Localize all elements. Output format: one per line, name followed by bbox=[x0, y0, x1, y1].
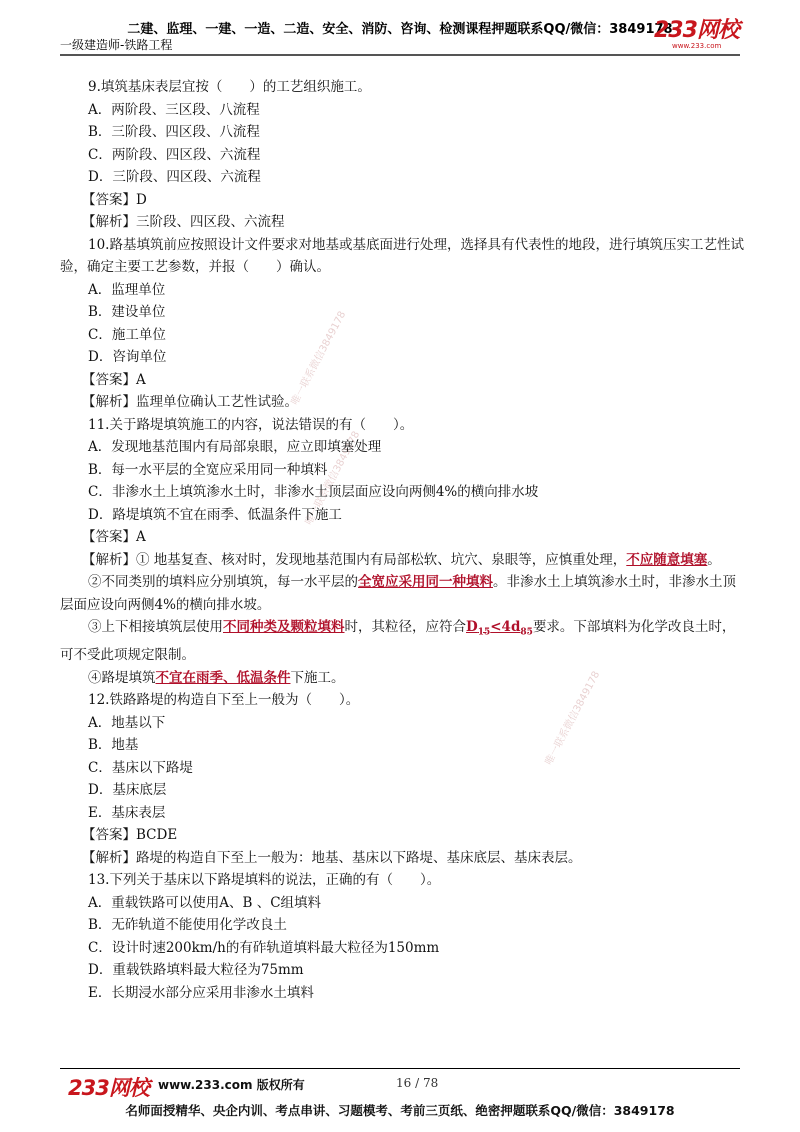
highlight-text: 不宜在雨季、低温条件 bbox=[155, 669, 291, 686]
footer-logo: 233网校 bbox=[68, 1076, 149, 1100]
analysis-point-1 bbox=[60, 549, 744, 572]
option-d: D．咨询单位 bbox=[88, 349, 167, 365]
option-d: D．三阶段、四区段、六流程 bbox=[88, 169, 261, 185]
analysis-text: 。 bbox=[707, 551, 721, 568]
option-b: B．地基 bbox=[88, 737, 139, 754]
option-a: A．重载铁路可以使用A、B 、C组填料 bbox=[88, 894, 322, 911]
highlight-text: 全宽应采用同一种填料 bbox=[358, 574, 493, 590]
analysis-text: 下施工。 bbox=[290, 669, 345, 686]
option-d: D．路堤填筑不宜在雨季、低温条件下施工 bbox=[88, 506, 342, 523]
option-d: D．重载铁路填料最大粒径为75mm bbox=[88, 962, 304, 979]
option-b: B．无砟轨道不能使用化学改良土 bbox=[88, 917, 287, 934]
analysis-text: 【解析】① 地基复查、核对时，发现地基范围内有局部松软、坑穴、泉眼等，应慎重处理， bbox=[82, 551, 627, 568]
formula-part: <4d bbox=[490, 619, 521, 635]
option-c: C．施工单位 bbox=[88, 326, 166, 343]
question-stem: 11.关于路堤填筑施工的内容，说法错误的有（ ）。 bbox=[88, 416, 414, 433]
footer-contact-line: 名师面授精华、央企内训、考点串讲、习题模考、考前三页纸、绝密押题联系QQ/微信：3849178 bbox=[125, 1103, 675, 1118]
header-divider bbox=[60, 54, 740, 56]
option-a: A．两阶段、三区段、八流程 bbox=[88, 101, 260, 118]
option-c: C．非渗水土上填筑渗水土时，非渗水土顶层面应设向两侧4%的横向排水坡 bbox=[88, 484, 539, 500]
highlight-text: 不应随意填塞 bbox=[626, 551, 708, 568]
watermark: 唯一联系微信3849178 bbox=[543, 669, 603, 768]
analysis: 【解析】路堤的构造自下至上一般为：地基、基床以下路堤、基床底层、基床表层。 bbox=[82, 849, 582, 866]
option-a: A．地基以下 bbox=[88, 714, 166, 731]
page-content bbox=[60, 76, 744, 1004]
header-contact-line: 二建、监理、一建、一造、二造、安全、消防、咨询、检测课程押题联系QQ/微信：3849178 bbox=[127, 22, 673, 37]
option-d: D．基床底层 bbox=[88, 782, 167, 799]
option-e: E．长期浸水部分应采用非渗水土填料 bbox=[88, 984, 314, 1001]
formula-part: D bbox=[466, 619, 478, 635]
analysis-text: ③上下相接填筑层使用 bbox=[88, 619, 223, 635]
option-b: B．每一水平层的全宽应采用同一种填料 bbox=[88, 461, 328, 478]
option-e: E．基床表层 bbox=[88, 804, 166, 821]
option-c: C．设计时速200km/h的有砟轨道填料最大粒径为150mm bbox=[88, 939, 440, 956]
footer-site: www.233.com 版权所有 bbox=[158, 1078, 305, 1092]
option-c: C．基床以下路堤 bbox=[88, 759, 193, 776]
question-stem: 12.铁路路堤的构造自下至上一般为（ ）。 bbox=[88, 692, 360, 709]
highlight-text: 不同种类及颗粒填料 bbox=[223, 619, 345, 635]
document-subtitle: 一级建造师-铁路工程 bbox=[60, 38, 173, 52]
formula-subscript: 15 bbox=[477, 627, 491, 638]
analysis: 【解析】监理单位确认工艺性试验。 bbox=[82, 394, 298, 410]
analysis-text: 。非渗水土上填筑渗水土时，非渗水土顶层面应设向两侧4%的横向排水坡。 bbox=[60, 574, 736, 613]
analysis-point-4 bbox=[60, 667, 744, 690]
footer-divider bbox=[60, 1068, 740, 1069]
question-stem: 10.路基填筑前应按照设计文件要求对地基或基底面进行处理，选择具有代表性的地段，进行填筑压实工艺性试验，确定主要工艺参数，并报（ ）确认。 bbox=[60, 236, 744, 275]
brand-logo-text: 233网校 bbox=[654, 18, 739, 43]
formula-text bbox=[466, 619, 533, 638]
page-number: 16 / 78 bbox=[396, 1076, 439, 1090]
analysis: 【解析】三阶段、四区段、六流程 bbox=[82, 214, 285, 230]
brand-logo bbox=[654, 20, 744, 48]
answer: 【答案】D bbox=[82, 191, 147, 208]
watermark: 唯一联系微信3849178 bbox=[289, 309, 349, 408]
option-a: A．发现地基范围内有局部泉眼，应立即填塞处理 bbox=[88, 439, 382, 455]
brand-logo-url: www.233.com bbox=[672, 42, 722, 50]
analysis-point-2 bbox=[60, 571, 744, 616]
analysis-text: 要求。下部填料为化学改良土时，可不受此项规定限制。 bbox=[60, 619, 736, 664]
watermark: 唯一联系微信3849178 bbox=[303, 429, 363, 528]
analysis-text: 时，其粒径，应符合 bbox=[344, 619, 466, 635]
formula-subscript: 85 bbox=[520, 627, 533, 638]
analysis-point-3 bbox=[60, 616, 744, 667]
question-stem: 9.填筑基床表层宜按（ ）的工艺组织施工。 bbox=[88, 79, 371, 95]
analysis-text: ④路堤填筑 bbox=[88, 669, 156, 686]
answer: 【答案】A bbox=[82, 371, 146, 388]
answer: 【答案】A bbox=[82, 529, 146, 545]
option-c: C．两阶段、四区段、六流程 bbox=[88, 146, 261, 163]
analysis-text: ②不同类别的填料应分别填筑，每一水平层的 bbox=[88, 574, 358, 590]
answer: 【答案】BCDE bbox=[82, 827, 178, 844]
option-a: A．监理单位 bbox=[88, 281, 166, 298]
option-b: B．建设单位 bbox=[88, 304, 166, 320]
question-stem: 13.下列关于基床以下路堤填料的说法，正确的有（ ）。 bbox=[88, 872, 441, 889]
option-b: B．三阶段、四区段、八流程 bbox=[88, 124, 260, 140]
